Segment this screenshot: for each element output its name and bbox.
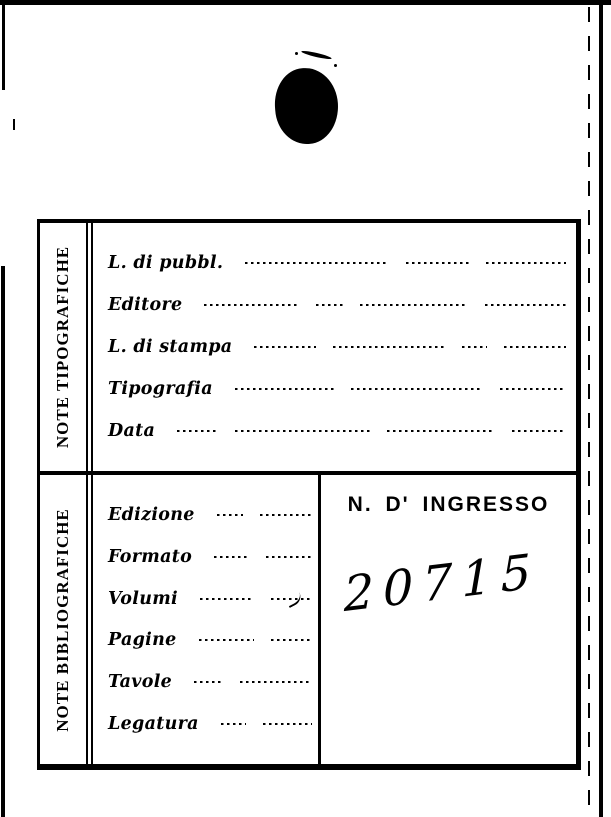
ingresso-number-handwritten: 20715 <box>342 542 541 624</box>
blank-line <box>177 430 566 432</box>
field-row-volumi <box>108 589 312 609</box>
field-row-tipografia <box>108 379 566 399</box>
field-label: Edizione <box>108 504 195 525</box>
field-row-tavole <box>108 672 312 692</box>
blank-line <box>214 556 312 558</box>
blank-line <box>217 514 312 516</box>
field-label: L. di stampa <box>108 337 233 357</box>
pen-speck <box>295 52 298 55</box>
field-label: Editore <box>108 295 183 315</box>
field-row-legatura <box>108 714 312 734</box>
field-label: Tavole <box>108 672 173 693</box>
field-label: Pagine <box>108 630 177 651</box>
section-note-bibliografiche <box>37 475 581 770</box>
field-label: Tipografia <box>108 379 213 399</box>
field-label: L. di pubbl. <box>108 253 224 273</box>
side-label-bibliografiche: NOTE BIBLIOGRAFICHE <box>53 507 72 732</box>
field-row-formato <box>108 547 312 567</box>
field-row-editore <box>108 295 566 315</box>
section-note-tipografiche <box>37 219 581 475</box>
field-row-data <box>108 421 566 441</box>
tipografiche-fields <box>88 223 576 471</box>
scan-edge-right <box>599 0 603 817</box>
scan-edge-right-dashed <box>588 7 590 813</box>
field-label: Formato <box>108 546 193 567</box>
field-label: Data <box>108 421 156 441</box>
pen-speck <box>334 64 337 67</box>
blank-line <box>254 346 566 348</box>
ingresso-box <box>321 475 576 764</box>
side-label-column <box>40 223 88 471</box>
scan-speck <box>13 119 15 130</box>
side-label-tipografiche: NOTE TIPOGRAFICHE <box>53 245 72 449</box>
field-row-pagine <box>108 630 312 650</box>
ink-blot <box>272 66 340 146</box>
scan-edge-left-top <box>2 0 5 90</box>
field-row-edizione <box>108 505 312 525</box>
blank-line <box>199 639 312 641</box>
blank-line <box>245 262 566 264</box>
field-row-l-di-stampa <box>108 337 566 357</box>
pen-stroke <box>301 50 332 61</box>
field-label: Legatura <box>108 714 199 735</box>
ingresso-title: N. D' INGRESSO <box>347 493 550 516</box>
blank-line <box>204 304 566 306</box>
bibliografiche-fields <box>88 475 326 764</box>
field-label: Volumi <box>108 588 178 609</box>
side-label-column <box>40 475 88 764</box>
blank-line <box>221 723 312 725</box>
blank-line <box>235 388 566 390</box>
field-row-l-di-pubbl <box>108 253 566 273</box>
scan-edge-top <box>0 0 611 5</box>
blank-line <box>194 681 312 683</box>
scan-edge-left-bottom <box>1 266 5 817</box>
